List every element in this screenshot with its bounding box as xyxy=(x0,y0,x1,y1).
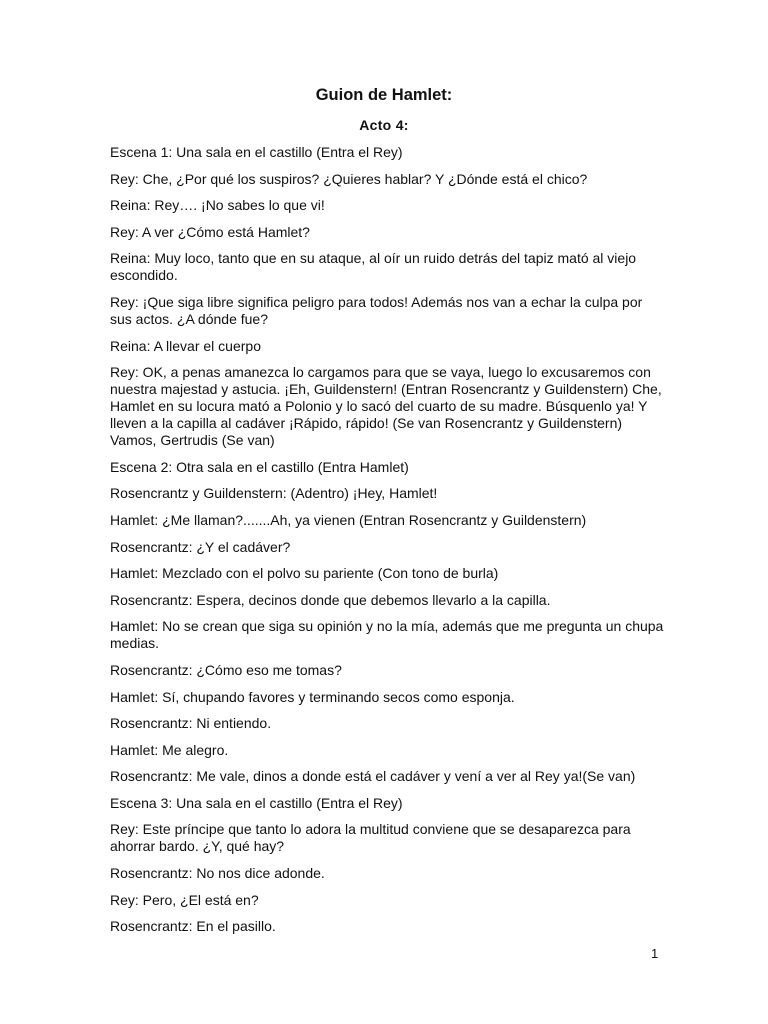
dialogue-line: Rosencrantz: No nos dice adonde. xyxy=(110,865,325,882)
scene-heading: Escena 2: Otra sala en el castillo (Entra Hamlet) xyxy=(110,458,409,475)
dialogue-line: Rey: Pero, ¿El está en? xyxy=(110,891,259,908)
dialogue-line: Hamlet: Mezclado con el polvo su pariente (Con tono de burla) xyxy=(110,565,499,582)
dialogue-line: Rey: A ver ¿Cómo está Hamlet? xyxy=(110,223,310,240)
dialogue-line: Reina: A llevar el cuerpo xyxy=(110,337,261,354)
dialogue-line: Rosencrantz: ¿Cómo eso me tomas? xyxy=(110,661,342,678)
dialogue-line: Rey: Che, ¿Por qué los suspiros? ¿Quieres hablar? Y ¿Dónde está el chico? xyxy=(110,170,588,187)
dialogue-line: Reina: Rey…. ¡No sabes lo que vi! xyxy=(110,197,325,214)
dialogue-line: Hamlet: Me alegro. xyxy=(110,741,229,758)
dialogue-line: Rosencrantz: Espera, decinos donde que debemos llevarlo a la capilla. xyxy=(110,591,551,608)
dialogue-line: Rey: OK, a penas amanezca lo cargamos para que se vaya, luego lo excusaremos con nuestra majestad y astucia. ¡Eh, Guildenstern! (Entran Rosencrantz y Guildenstern) Che, Hamlet en su locura mató a Polonio y lo sacó del cuarto de su madre. Búsquenlo ya! Y lleven a la capilla al cadáver ¡Rápido, rápido! (Se van Rosencrantz y Guildenstern) Vamos, Gertrudis (Se van) xyxy=(110,364,662,449)
document-title: Guion de Hamlet: xyxy=(315,86,453,104)
dialogue-line: Hamlet: ¿Me llaman?.......Ah, ya vienen (Entran Rosencrantz y Guildenstern) xyxy=(110,511,587,528)
dialogue-line: Rosencrantz: Me vale, dinos a donde está el cadáver y vení a ver al Rey ya!(Se van) xyxy=(110,768,636,785)
scene-heading: Escena 1: Una sala en el castillo (Entra el Rey) xyxy=(110,144,403,160)
scene-heading: Escena 3: Una sala en el castillo (Entra el Rey) xyxy=(110,794,403,811)
dialogue-line: Rosencrantz y Guildenstern: (Adentro) ¡Hey, Hamlet! xyxy=(110,485,438,502)
dialogue-line: Rey: ¡Que siga libre significa peligro para todos! Además nos van a echar la culpa por sus actos. ¿A dónde fue? xyxy=(110,293,643,327)
dialogue-line: Rosencrantz: En el pasillo. xyxy=(110,918,276,935)
dialogue-line: Rosencrantz: ¿Y el cadáver? xyxy=(110,538,291,555)
script-body xyxy=(110,144,666,945)
act-heading: Acto 4: xyxy=(359,117,409,133)
page-number: 1 xyxy=(651,946,659,961)
dialogue-line: Hamlet: Sí, chupando favores y terminando secos como esponja. xyxy=(110,688,515,705)
dialogue-line: Hamlet: No se crean que siga su opinión y no la mía, además que me pregunta un chupa medias. xyxy=(110,618,664,652)
dialogue-line: Reina: Muy loco, tanto que en su ataque, al oír un ruido detrás del tapiz mató al viejo escondido. xyxy=(110,250,637,284)
dialogue-line: Rosencrantz: Ni entiendo. xyxy=(110,715,272,732)
dialogue-line: Rey: Este príncipe que tanto lo adora la multitud conviene que se desaparezca para ahorrar bardo. ¿Y, qué hay? xyxy=(110,821,631,855)
